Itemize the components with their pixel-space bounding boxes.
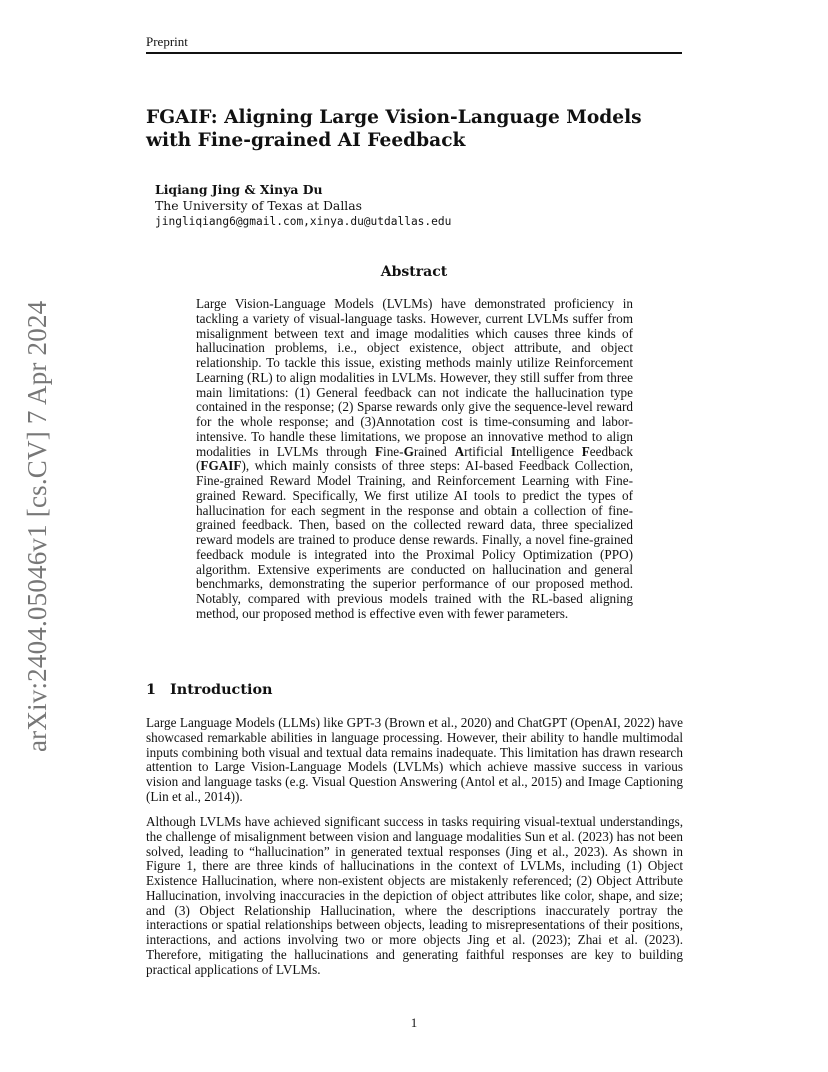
acronym-rest-i: ntelligence — [516, 443, 582, 459]
acronym-fgaif: FGAIF — [200, 458, 242, 474]
acronym-rest-a: rtificial — [464, 443, 511, 459]
title-line-1: FGAIF: Aligning Large Vision-Language Models — [146, 107, 642, 128]
acronym-rest-f: ine- — [383, 443, 404, 459]
author-block — [155, 182, 451, 230]
abstract-heading: Abstract — [380, 264, 448, 280]
running-header: Preprint — [146, 34, 188, 49]
section-title: Introduction — [170, 681, 273, 698]
abstract-text-after: ), which mainly consists of three steps: AI-based Feedback Collection, Fine-grained Reward Model Training, and Reinforcement Learning with Fine-grained Reward. Specifically, We first utilize AI tools to predict the types of hallucination for each segment in the response and obtain a collection of fine-grained feedback. Then, based on the collected reward data, three specialized reward models are trained to produce dense rewards. Finally, a novel fine-grained feedback module is integrated into the Proximal Policy Optimization (PPO) algorithm. Extensive experiments are conducted on hallucination and general benchmarks, demonstrating the superior performance of our proposed method. Notably, compared with previous models trained with the RL-based aligning method, our proposed method is effective even with fewer parameters. — [196, 458, 633, 621]
paper-title — [146, 106, 686, 152]
abstract-text-before: Large Vision-Language Models (LVLMs) have demonstrated proficiency in tackling a variety of visual-language tasks. However, current LVLMs suffer from misalignment between text and image modalities which causes three kinds of hallucination problems, i.e., object existence, object attribute, and object relationship. To tackle this issue, existing methods mainly utilize Reinforcement Learning (RL) to align modalities in LVLMs. However, they still suffer from three main limitations: (1) General feedback can not indicate the hallucination type contained in the response; (2) Sparse rewards only give the sequence-level reward for the whole response; and (3)Annotation cost is time-consuming and labor-intensive. To handle these limitations, we propose an innovative method to align modalities in LVLMs through — [196, 296, 633, 459]
acronym-letter-f: F — [374, 443, 384, 459]
header-rule — [146, 52, 682, 54]
title-line-2: with Fine-grained AI Feedback — [146, 130, 466, 151]
author-names: Liqiang Jing & Xinya Du — [155, 182, 323, 197]
acronym-rest-f2: eedback ( — [196, 443, 633, 474]
acronym-letter-i: I — [510, 443, 517, 459]
section-heading-introduction — [146, 681, 273, 698]
acronym-letter-g: G — [403, 443, 414, 459]
arxiv-sidebar-stamp: arXiv:2404.05046v1 [cs.CV] 7 Apr 2024 — [22, 300, 52, 752]
page-number: 1 — [410, 1015, 418, 1030]
acronym-letter-f2: F — [581, 443, 590, 459]
intro-paragraph-1: Large Language Models (LLMs) like GPT-3 (Brown et al., 2020) and ChatGPT (OpenAI, 2022) have showcased remarkable abilities in language processing. However, their ability to handle multimodal inputs combining both visual and textual data remains inadequate. This limitation has drawn research attention to Large Vision-Language Models (LVLMs) which achieve massive success in various vision and language tasks (e.g. Visual Question Answering (Antol et al., 2015) and Image Captioning (Lin et al., 2014)). — [146, 715, 683, 804]
acronym-rest-g: rained — [413, 443, 455, 459]
affiliation: The University of Texas at Dallas — [155, 198, 362, 213]
abstract-body — [196, 297, 633, 622]
author-email: jingliqiang6@gmail.com,xinya.du@utdallas.edu — [155, 215, 452, 228]
section-number: 1 — [146, 681, 157, 698]
intro-paragraph-2: Although LVLMs have achieved significant success in tasks requiring visual-textual understandings, the challenge of misalignment between vision and language modalities Sun et al. (2023) has not been solved, leading to “hallucination” in generated textual responses (Jing et al., 2023). As shown in Figure 1, there are three kinds of hallucinations in the context of LVLMs, including (1) Object Existence Hallucination, where non-existent objects are mistakenly referenced; (2) Object Attribute Hallucination, involving inaccuracies in the depiction of object attributes like color, shape, and size; and (3) Object Relationship Hallucination, where the descriptions inaccurately portray the interactions or spatial relationships between objects, leading to misrepresentations of their positions, interactions, and actions involving two or more objects Jing et al. (2023); Zhai et al. (2023). Therefore, mitigating the hallucinations and generating faithful responses are key to building practical applications of LVLMs. — [146, 814, 683, 977]
acronym-letter-a: A — [454, 443, 465, 459]
